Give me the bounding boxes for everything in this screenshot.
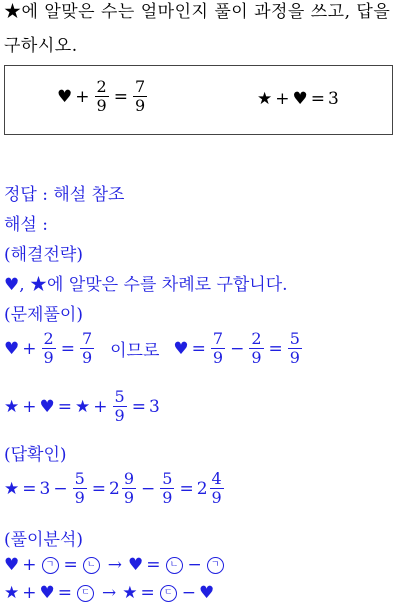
solution-connector: 이므로 <box>110 341 160 361</box>
heart-icon: ♥ <box>128 555 144 575</box>
heart-icon: ♥ <box>292 89 308 109</box>
strategy-title: (해결전략) <box>4 245 83 265</box>
analysis-line-1: ♥ + ㄱ = ㄴ → ♥ = ㄴ − ㄱ <box>4 555 226 575</box>
plus-sign: + <box>75 86 90 107</box>
strategy-text: ♥, ★에 알맞은 수를 차례로 구합니다. <box>4 275 288 295</box>
star-icon: ★ <box>122 583 138 603</box>
solution-equation: ♥ + $\frac{2}{9}$ = $\frac{7}{9}$ 이므로 ♥ = $\frac{7}{9}$ − $\frac{2}{9}$ = $\frac{5}{9}$ <box>4 329 300 367</box>
equals-sign: = <box>113 86 128 107</box>
heart-icon: ♥ <box>57 86 73 107</box>
star-icon: ★ <box>257 89 273 109</box>
explanation-label: 해설 : <box>4 215 48 235</box>
analysis-line-2: ★ + ♥ = ㄷ → ★ = ㄷ − ♥ <box>4 583 215 603</box>
answer-heading: 정답 : 해설 참조 <box>4 185 125 205</box>
heart-icon: ♥ <box>39 583 55 603</box>
check-title: (답확인) <box>4 445 67 465</box>
star-icon: ★ <box>4 478 20 499</box>
check-equation: ★ = 3 − $\frac{5}{9}$ = 2 $\frac{9}{9}$ − $\frac{5}{9}$ = 2 $\frac{4}{9}$ <box>4 469 222 507</box>
star-equation: ★ + ♥ = ★ + $\frac{5}{9}$ = 3 <box>4 387 160 425</box>
star-icon: ★ <box>4 583 20 603</box>
fraction-2-9: $\frac{2}{9}$ <box>96 77 107 115</box>
heart-icon: ♥ <box>173 338 189 359</box>
heart-icon: ♥ <box>199 583 215 603</box>
heart-icon: ♥ <box>4 338 20 359</box>
question-line-2: 구하시오. <box>4 36 78 56</box>
circled-3: ㄷ <box>77 585 94 602</box>
equation-heart <box>57 78 149 115</box>
equation-star: ★ + ♥ = 3 <box>257 89 339 109</box>
heart-icon: ♥ <box>39 396 55 417</box>
analysis-title: (풀이분석) <box>4 530 83 550</box>
fraction-7-9: $\frac{7}{9}$ <box>134 77 146 115</box>
star-icon: ★ <box>75 396 91 417</box>
circled-1: ㄱ <box>42 557 59 574</box>
question-line-1: ★에 알맞은 수는 얼마인지 풀이 과정을 쓰고, 답을 <box>4 2 391 22</box>
heart-icon: ♥ <box>4 555 20 575</box>
problem-box <box>4 65 393 135</box>
solution-title: (문제풀이) <box>4 305 83 325</box>
star-icon: ★ <box>4 396 20 417</box>
circled-2: ㄴ <box>83 557 100 574</box>
